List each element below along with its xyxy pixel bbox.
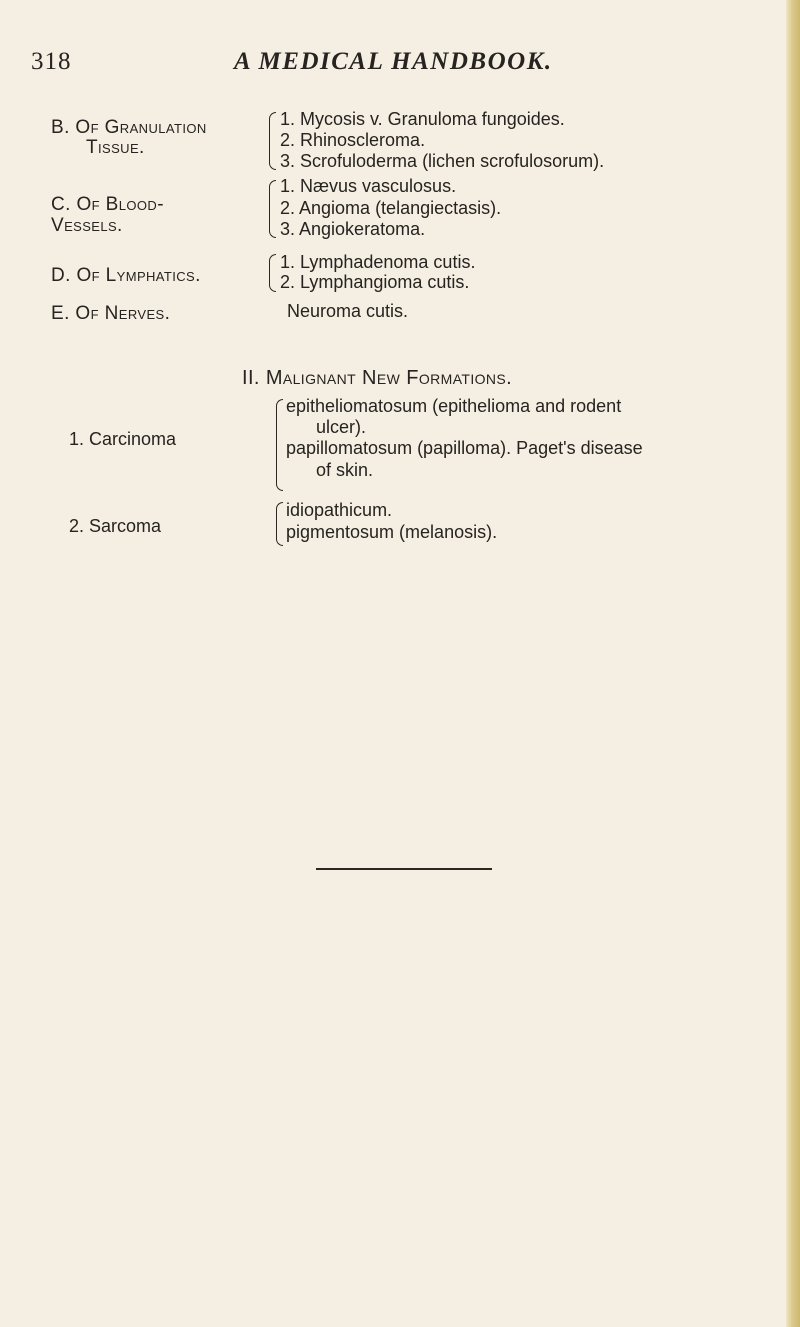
page-number: 318 — [31, 48, 72, 75]
brace-sarcoma — [276, 502, 283, 546]
item-granulation-3: 3. Scrofuloderma (lichen scrofulosorum). — [280, 151, 605, 171]
brace-blood-vessels — [269, 180, 276, 238]
item-lymph-2: 2. Lymphangioma cutis. — [280, 272, 470, 292]
sarcoma-line-1: idiopathicum. — [286, 500, 393, 520]
label-nerves: E. Of Nerves. — [51, 303, 171, 324]
page-edge — [786, 0, 800, 1327]
label-lymphatics: D. Of Lymphatics. — [51, 265, 201, 286]
label-blood-line1: C. Of Blood- — [51, 194, 164, 215]
label-blood-line2: Vessels. — [51, 215, 123, 236]
label-granulation-line2: Tissue. — [86, 137, 145, 158]
malignant-heading: II. Malignant New Formations. — [242, 367, 513, 389]
carcinoma-line-2: ulcer). — [316, 417, 367, 437]
brace-granulation — [269, 112, 276, 170]
carcinoma-line-3: papillomatosum (papilloma). Paget's disease — [286, 438, 643, 458]
carcinoma-line-1: epitheliomatosum (epithelioma and rodent — [286, 396, 622, 416]
brace-carcinoma — [276, 399, 283, 491]
item-blood-1: 1. Nævus vasculosus. — [280, 176, 457, 196]
sarcoma-line-2: pigmentosum (melanosis). — [286, 522, 498, 542]
item-lymph-1: 1. Lymphadenoma cutis. — [280, 252, 476, 272]
carcinoma-line-4: of skin. — [316, 460, 374, 480]
item-granulation-2: 2. Rhinoscleroma. — [280, 130, 426, 150]
label-carcinoma: 1. Carcinoma — [69, 429, 177, 449]
item-blood-2: 2. Angioma (telangiectasis). — [280, 198, 502, 218]
brace-lymphatics — [269, 254, 276, 292]
item-granulation-1: 1. Mycosis v. Granuloma fungoides. — [280, 109, 565, 129]
item-nerves-1: Neuroma cutis. — [287, 301, 409, 321]
end-rule — [316, 868, 492, 870]
label-sarcoma: 2. Sarcoma — [69, 516, 162, 536]
page-header — [0, 48, 800, 88]
item-blood-3: 3. Angiokeratoma. — [280, 219, 426, 239]
label-granulation-line1: B. Of Granulation — [51, 117, 207, 138]
running-title: A MEDICAL HANDBOOK. — [234, 48, 553, 75]
